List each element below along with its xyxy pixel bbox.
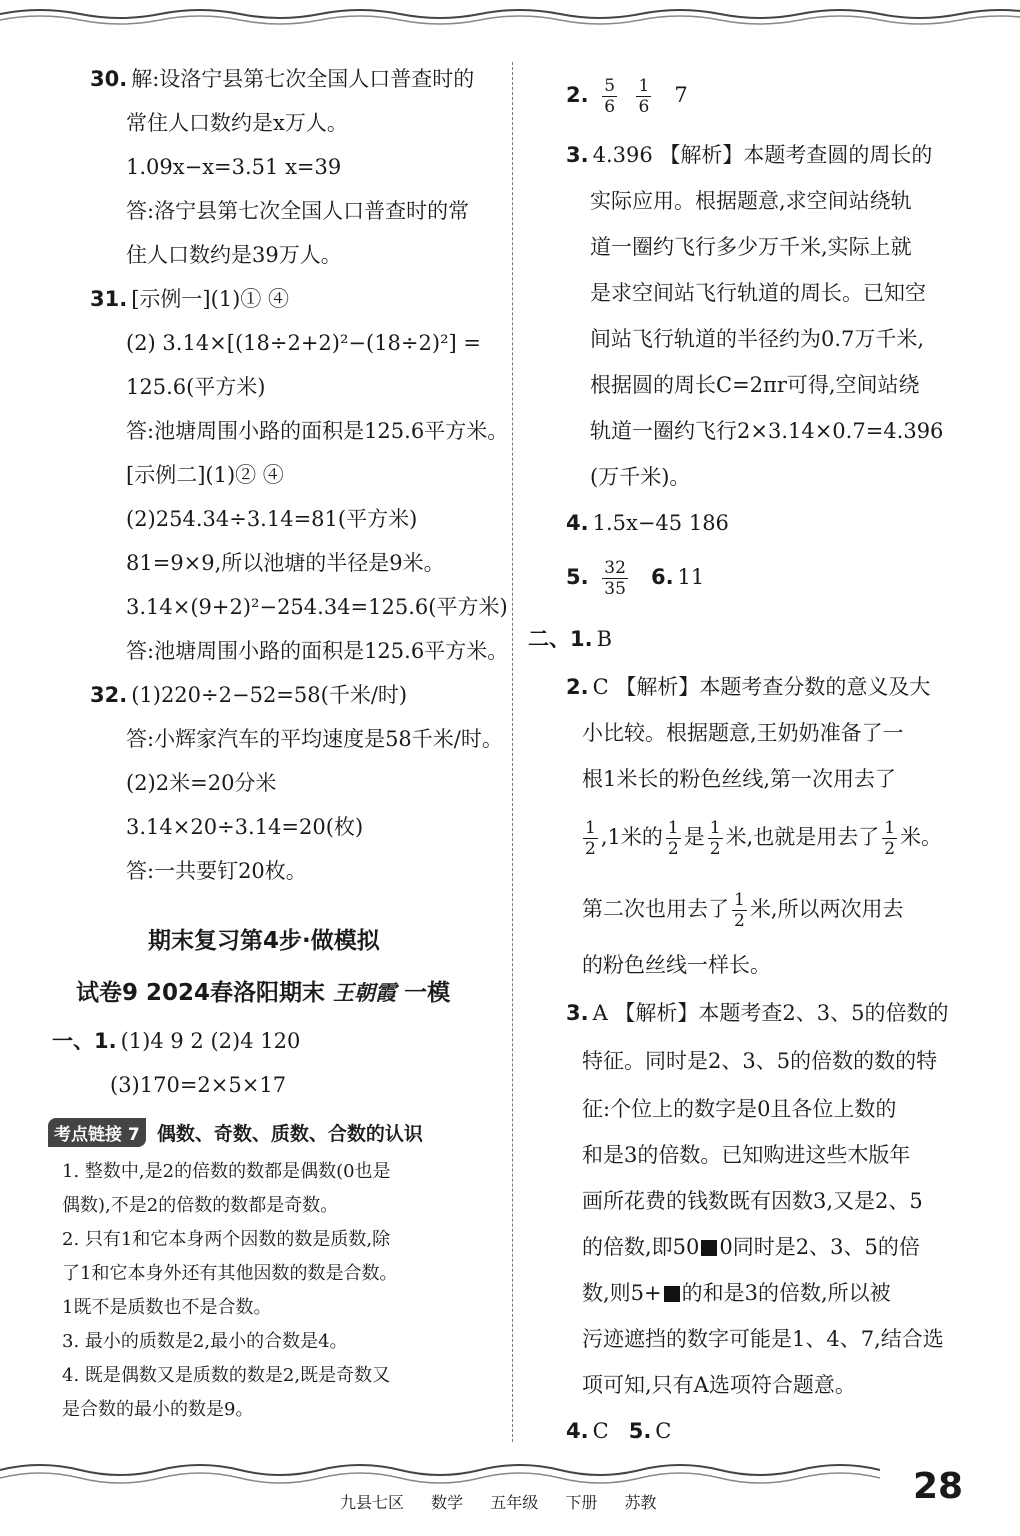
part1-line1: 一、1. (1)4 9 2 (2)4 120 — [52, 1029, 301, 1053]
r-q3b-line6: 的倍数,即50 0同时是2、3、5的倍 — [582, 1235, 920, 1259]
r-q3-line2: 实际应用。根据题意,求空间站绕轨 — [590, 189, 912, 213]
fraction: $\frac{1}{6}$ — [638, 76, 650, 117]
r-q3b-line2: 特征。同时是2、3、5的倍数的数的特 — [582, 1049, 938, 1073]
r-q3b-line5: 画所花费的钱数既有因数3,又是2、5 — [582, 1189, 923, 1213]
section-title: 期末复习第4步·做模拟 — [148, 928, 380, 954]
q32-line2: 答:小辉家汽车的平均速度是58千米/时。 — [126, 727, 503, 751]
footer: 九县七区 数学 五年级 下册 苏教 — [340, 1493, 657, 1512]
q31-line7: 81=9×9,所以池塘的半径是9米。 — [126, 551, 445, 575]
fraction: $\frac{32}{35}$ — [604, 558, 626, 599]
fraction-half: $\frac{1}{2}$ — [884, 818, 896, 859]
q30-line2: 常住人口数约是x万人。 — [126, 111, 348, 135]
r-q2b-line1: 2. C 【解析】本题考查分数的意义及大 — [566, 675, 931, 699]
q31-line1: 31. [示例一](1)① ④ — [90, 287, 290, 311]
fraction-half: $\frac{1}{2}$ — [709, 818, 721, 859]
r-q2b-line5: 第二次也用去了 $\frac{1}{2}$ 米,所以两次用去 — [582, 890, 904, 931]
q30-line5: 住人口数约是39万人。 — [126, 243, 342, 267]
r-q3-line5: 间站飞行轨道的半径约为0.7万千米, — [590, 327, 925, 351]
r-q3b-line7: 数,则5+ 的和是3的倍数,所以被 — [582, 1281, 891, 1305]
r-q2: 2. $\frac{5}{6}$ $\frac{1}{6}$ 7 — [566, 76, 688, 117]
knowledge-point-box — [48, 1118, 488, 1438]
knowledge-line2: 偶数),不是2的倍数的数都是奇数。 — [62, 1195, 339, 1216]
page-number: 28 — [913, 1466, 964, 1507]
r-q2b-line6: 的粉色丝线一样长。 — [582, 953, 771, 977]
q31-line5: [示例二](1)② ④ — [126, 463, 284, 487]
q32-line5: 答:一共要钉20枚。 — [126, 859, 307, 883]
knowledge-line7: 4. 既是偶数又是质数的数是2,既是奇数又 — [62, 1365, 391, 1386]
fraction: $\frac{5}{6}$ — [604, 76, 616, 117]
q31-line6: (2)254.34÷3.14=81(平方米) — [126, 507, 418, 531]
r-q3b-line9: 项可知,只有A选项符合题意。 — [582, 1373, 856, 1397]
ink-blot-icon — [664, 1286, 680, 1302]
r-q4: 4. 1.5x−45 186 — [566, 511, 729, 535]
q31-line2: (2) 3.14×[(18÷2+2)²−(18÷2)²] = — [126, 331, 481, 355]
q32-line4: 3.14×20÷3.14=20(枚) — [126, 815, 364, 839]
part2-q1: 二、1. B — [528, 627, 613, 651]
r-q3b-line4: 和是3的倍数。已知购进这些木版年 — [582, 1143, 911, 1167]
signature: 王朝霞 — [333, 980, 397, 1005]
r-q3-line1: 3. 4.396 【解析】本题考查圆的周长的 — [566, 143, 933, 167]
r-q2b-line4: $\frac{1}{2}$ ,1米的 $\frac{1}{2}$ 是 $\frac{1}{2}$ 米,也就是用去了 $\frac{1}{2}$ 米。 — [585, 818, 943, 859]
r-q3-line6: 根据圆的周长C=2πr可得,空间站绕 — [590, 373, 920, 397]
knowledge-line5: 1既不是质数也不是合数。 — [62, 1297, 272, 1318]
fraction-half: $\frac{1}{2}$ — [585, 818, 596, 859]
q31-line8: 3.14×(9+2)²−254.34=125.6(平方米) — [126, 595, 508, 619]
knowledge-line4: 了1和它本身外还有其他因数的数是合数。 — [62, 1263, 398, 1284]
knowledge-line3: 2. 只有1和它本身两个因数的数是质数,除 — [62, 1229, 391, 1250]
part1-line2: (3)170=2×5×17 — [110, 1073, 287, 1097]
q30-line1: 30. 解:设洛宁县第七次全国人口普查时的 — [90, 67, 475, 91]
knowledge-line1: 1. 整数中,是2的倍数的数都是偶数(0也是 — [62, 1161, 391, 1182]
r-q2b-line3: 根1米长的粉色丝线,第一次用去了 — [582, 767, 897, 791]
r-q2b-line2: 小比较。根据题意,王奶奶准备了一 — [582, 721, 904, 745]
ink-blot-icon — [701, 1240, 717, 1256]
bottom-wavy-border — [0, 1452, 1020, 1492]
r-q4-q5: 4. C 5. C — [566, 1419, 672, 1443]
q31-line9: 答:池塘周围小路的面积是125.6平方米。 — [126, 639, 509, 663]
q31-line4: 答:池塘周围小路的面积是125.6平方米。 — [126, 419, 509, 443]
r-q3-line3: 道一圈约飞行多少万千米,实际上就 — [590, 235, 912, 259]
r-q3b-line1: 3. A 【解析】本题考查2、3、5的倍数的 — [566, 1001, 949, 1025]
knowledge-line6: 3. 最小的质数是2,最小的合数是4。 — [62, 1331, 348, 1352]
q30-line4: 答:洛宁县第七次全国人口普查时的常 — [126, 199, 470, 223]
q31-line3: 125.6(平方米) — [126, 375, 266, 399]
r-q3b-line3: 征:个位上的数字是0且各位上数的 — [582, 1097, 897, 1121]
r-q3-line4: 是求空间站飞行轨道的周长。已知空 — [590, 281, 926, 305]
fraction-half: $\frac{1}{2}$ — [667, 818, 679, 859]
q32-line1: 32. (1)220÷2−52=58(千米/时) — [90, 683, 408, 707]
q30-line3: 1.09x−x=3.51 x=39 — [126, 155, 342, 179]
fraction-half: $\frac{1}{2}$ — [734, 890, 745, 931]
r-q3b-line8: 污迹遮挡的数字可能是1、4、7,结合选 — [582, 1327, 944, 1351]
knowledge-header — [48, 1118, 423, 1147]
knowledge-title: 偶数、奇数、质数、合数的认识 — [156, 1123, 423, 1145]
r-q3-line7: 轨道一圈约飞行2×3.14×0.7=4.396 — [590, 419, 944, 443]
knowledge-line8: 是合数的最小的数是9。 — [62, 1399, 254, 1420]
knowledge-tag: 考点链接 7 — [48, 1118, 146, 1147]
top-wavy-border — [0, 0, 1020, 30]
paper-title: 试卷9 2024春洛阳期末 王朝霞 一模 — [76, 980, 451, 1006]
r-q5-q6: 5. $\frac{32}{35}$ 6. 11 — [566, 558, 705, 599]
q32-line3: (2)2米=20分米 — [126, 771, 277, 795]
r-q3-line8: (万千米)。 — [590, 465, 691, 489]
column-divider — [512, 62, 513, 1442]
